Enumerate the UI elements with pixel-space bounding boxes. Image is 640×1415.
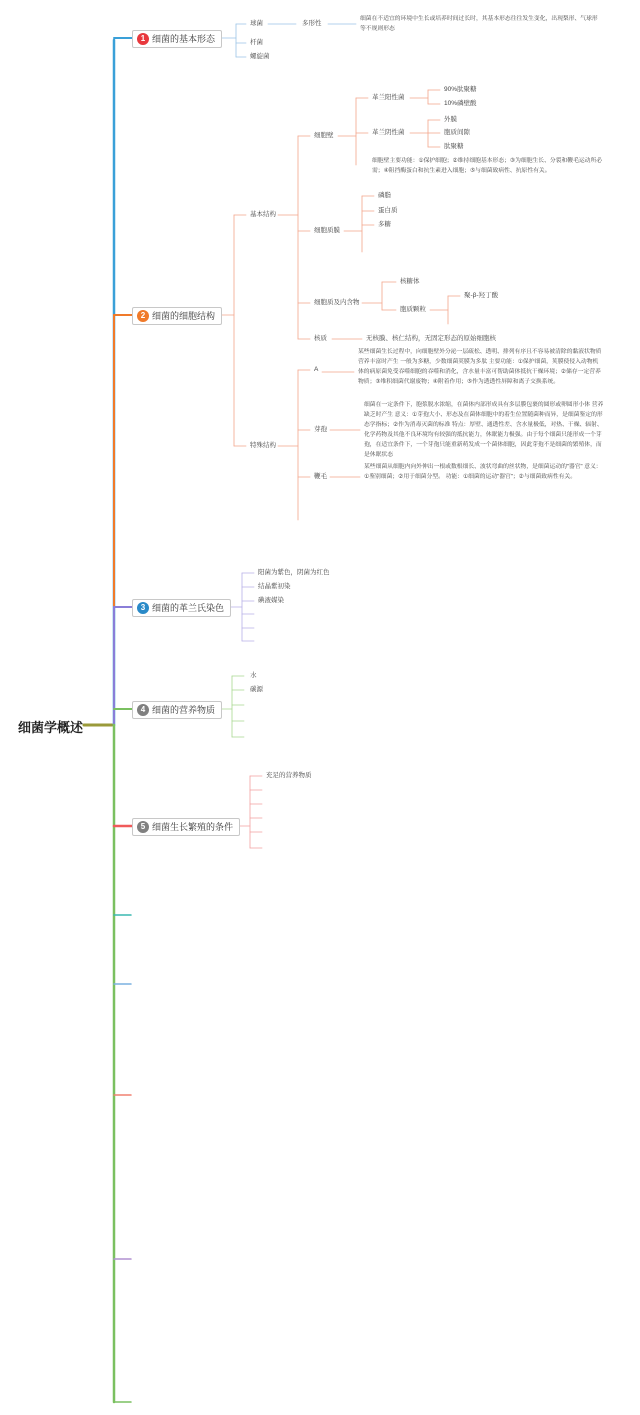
- node-ribosome[interactable]: 核糖体: [400, 278, 420, 285]
- node-cell-wall[interactable]: 细胞壁: [314, 132, 334, 139]
- number-badge: 3: [137, 602, 149, 614]
- node-cocci[interactable]: 球菌: [250, 20, 263, 27]
- topic-basic-morphology[interactable]: [132, 30, 222, 48]
- node-protein[interactable]: 蛋白质: [378, 207, 398, 214]
- flagellum-description[interactable]: 某些细菌从细胞内向外伸出一根或数根细长、波状弯曲的丝状物，是细菌运动的"器官" 意义：①鉴别细菌；②用于细菌分型。 功能：①细菌的运动"器官"；②与细菌致病性有关。: [364, 464, 602, 480]
- node-crystal-violet[interactable]: 结晶紫初染: [258, 583, 291, 590]
- nucleoid-description[interactable]: 无核膜、核仁结构，无固定形态的原始细胞核: [366, 335, 496, 342]
- cell-wall-function[interactable]: 细胞壁主要功能：①保护细胞；②维持细胞基本形态；③为细胞生长、分裂和鞭毛运动所必需；④阻挡酶蛋白和抗生素进入细胞；⑤与细菌致病性、抗原性有关。: [372, 158, 603, 174]
- node-phospholipid[interactable]: 磷脂: [378, 192, 391, 199]
- number-badge: 2: [137, 310, 149, 322]
- node-stain-result[interactable]: 阳菌为紫色，阴菌为红色: [258, 569, 330, 576]
- node-outer-membrane[interactable]: 外膜: [444, 116, 457, 123]
- node-polymorphism[interactable]: 多形性: [302, 20, 322, 27]
- node-gram-positive[interactable]: 革兰阳性菌: [372, 94, 405, 101]
- node-iodine[interactable]: 碘液媒染: [258, 597, 284, 604]
- root-topic[interactable]: 细菌学概述: [18, 720, 84, 735]
- node-bacilli[interactable]: 杆菌: [250, 39, 263, 46]
- node-teichoic-acid-10[interactable]: 10%磷壁酸: [444, 100, 477, 107]
- topic-label: 细菌的营养物质: [152, 705, 216, 715]
- node-sufficient-nutrients[interactable]: 充足的营养物质: [266, 772, 312, 779]
- node-spore[interactable]: 芽孢: [314, 426, 327, 433]
- node-polysaccharide[interactable]: 多糖: [378, 221, 391, 228]
- number-badge: 5: [137, 821, 149, 833]
- node-carbon-source[interactable]: 碳源: [250, 686, 263, 693]
- node-gram-negative[interactable]: 革兰阴性菌: [372, 129, 405, 136]
- spore-description[interactable]: 细菌在一定条件下，胞浆脱水浓缩，在菌体内部形成具有多层膜包裹的圆形或卵圆形小体 营养缺乏时产生 意义：①芽孢大小、形态及在菌体细胞中的着生位置随菌种而异，是细菌鉴定的形态学指标；②作为消毒灭菌的标准 特点：厚壁、通透性差、含水量极低，对热、干燥、辐射、化学药物及其他不良环境均有较强的抵抗能力，休眠能力极强。由于每个细菌只能形成一个芽孢，在适宜条件下，一个芽孢只能重新萌发成一个菌体细胞，因此芽孢不是细菌的繁殖体，而是休眠状态: [364, 402, 604, 458]
- node-granule[interactable]: 胞质颗粒: [400, 306, 426, 313]
- number-badge: 4: [137, 704, 149, 716]
- topic-label: 细菌的革兰氏染色: [152, 603, 225, 613]
- node-periplasmic-space[interactable]: 胞质间隙: [444, 129, 470, 136]
- number-badge: 1: [137, 33, 149, 45]
- polymorphism-description[interactable]: 细菌在不适宜的环境中生长或培养时间过长时，其基本形态往往发生变化，出现梨形、气球形等不规则形态: [360, 16, 598, 32]
- node-spirilla[interactable]: 螺旋菌: [250, 53, 270, 60]
- node-cell-membrane[interactable]: 细胞质膜: [314, 227, 340, 234]
- node-peptidoglycan[interactable]: 肽聚糖: [444, 143, 464, 150]
- node-flagellum[interactable]: 鞭毛: [314, 473, 327, 480]
- node-peptidoglycan-90[interactable]: 90%肽聚糖: [444, 86, 477, 93]
- topic-nutrients[interactable]: [132, 701, 222, 719]
- node-water[interactable]: 水: [250, 672, 257, 679]
- node-basic-structure[interactable]: 基本结构: [250, 211, 276, 218]
- capsule-description[interactable]: 某些细菌生长过程中，向细胞壁外分泌一层疏松、透明、排列有序且不容易被清除的黏液状物质 营养丰富时产生 一般为多糖，少数细菌荚膜为多肽 主要功能：①保护细菌，荚膜使侵入动物机体的病原菌免受吞噬细胞的吞噬和消化，含水量丰富可帮助菌体抵抗干燥环境；②储存一定营养物质；③堆积细菌代谢废物；④附着作用；⑤作为透透性屏障和离子交换系统。: [358, 349, 602, 385]
- node-phb[interactable]: 聚-β-羟丁酸: [464, 292, 499, 299]
- topic-growth-conditions[interactable]: [132, 818, 240, 836]
- topic-gram-stain[interactable]: [132, 599, 231, 617]
- node-special-structure[interactable]: 特殊结构: [250, 442, 276, 449]
- topic-label: 细菌的细胞结构: [152, 311, 216, 321]
- topic-label: 细菌生长繁殖的条件: [152, 822, 234, 832]
- node-cytoplasm[interactable]: 细胞质及内含物: [314, 299, 360, 306]
- topic-label: 细菌的基本形态: [152, 34, 216, 44]
- node-nucleoid[interactable]: 核质: [314, 335, 327, 342]
- node-capsule[interactable]: A: [314, 366, 319, 373]
- topic-cell-structure[interactable]: [132, 307, 222, 325]
